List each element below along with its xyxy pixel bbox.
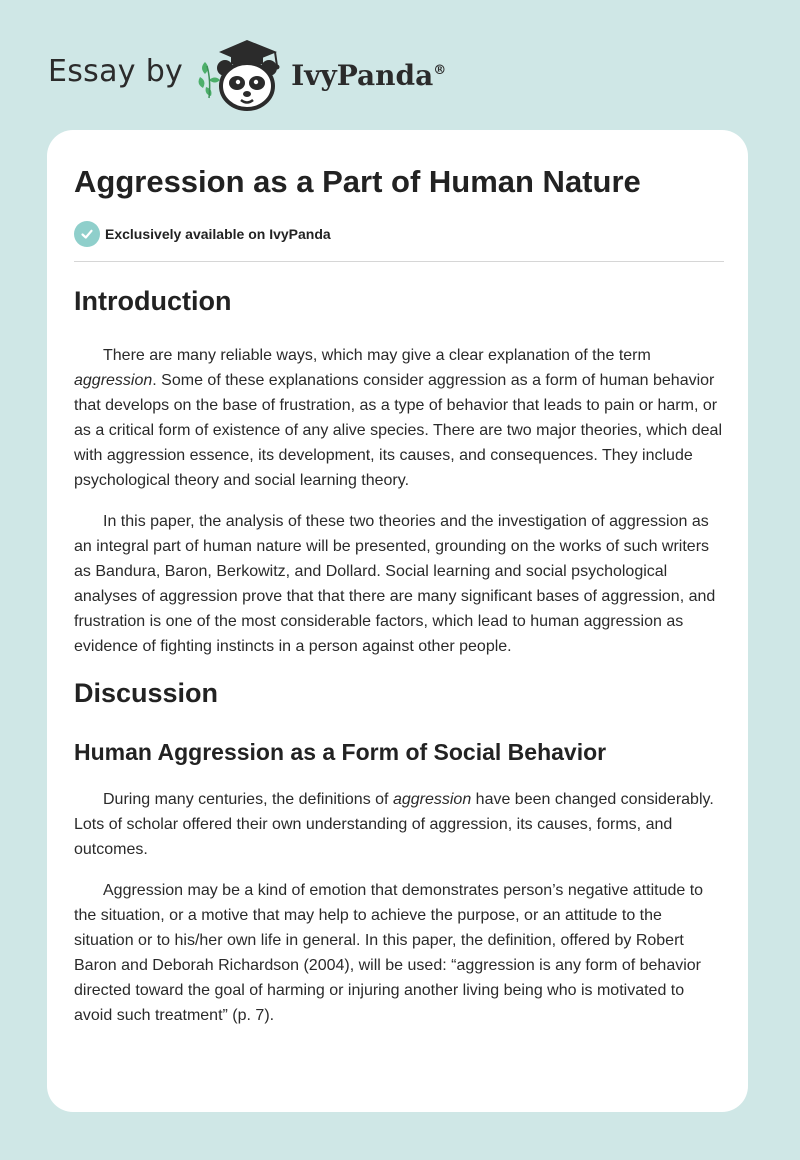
discussion-heading: Discussion xyxy=(74,678,219,708)
exclusive-badge xyxy=(74,221,331,247)
intro-paragraph-1: There are many reliable ways, which may give a clear explanation of the term aggression. Some of these explanations consider aggression as a form of human behavior that develops on the base of frustration, as a type of behavior that leads to pain or harm, or as a critical form of existence of any alive species. There are two major theories, which deal with aggression essence, its development, its causes, and consequences. They include psychological theory and social learning theory. xyxy=(74,347,722,489)
title-divider xyxy=(74,261,724,262)
discussion-paragraph-1: During many centuries, the definitions of aggression have been changed considerably. Lots of scholar offered their own understanding of aggression, its causes, forms, and outcomes. xyxy=(74,791,714,858)
check-icon xyxy=(74,221,100,247)
essay-by-label: Essay by xyxy=(48,53,184,89)
essay-title: Aggression as a Part of Human Nature xyxy=(74,164,641,199)
registered-mark: ® xyxy=(433,62,447,78)
exclusive-label: Exclusively available on IvyPanda xyxy=(105,226,331,242)
subsection-heading: Human Aggression as a Form of Social Behavior xyxy=(74,739,607,765)
brand-name[interactable]: IvyPanda® xyxy=(291,58,447,92)
intro-paragraph-2: In this paper, the analysis of these two theories and the investigation of aggression as an integral part of human nature will be presented, grounding on the works of such writers as Bandura, Baron, Berkowitz, and Dollard. Social learning and social psychological analyses of aggression prove that that there are many significant bases of aggression, and frustration is one of the most considerable factors, which lead to human aggression as evidence of fighting instincts in a person against other people. xyxy=(74,513,716,655)
panda-logo-icon[interactable] xyxy=(197,36,289,112)
introduction-heading: Introduction xyxy=(74,286,232,316)
site-header xyxy=(48,36,446,112)
essay-card xyxy=(47,130,748,1112)
discussion-paragraph-2: Aggression may be a kind of emotion that demonstrates person’s negative attitude to the situation, or a motive that may help to achieve the purpose, or an attitude to the situation or to his/her own life in general. In this paper, the definition, offered by Robert Baron and Deborah Richardson (2004), will be used: “aggression is any form of behavior directed toward the goal of harming or injuring another living being who is motivated to avoid such treatment” (p. 7). xyxy=(74,882,704,1024)
